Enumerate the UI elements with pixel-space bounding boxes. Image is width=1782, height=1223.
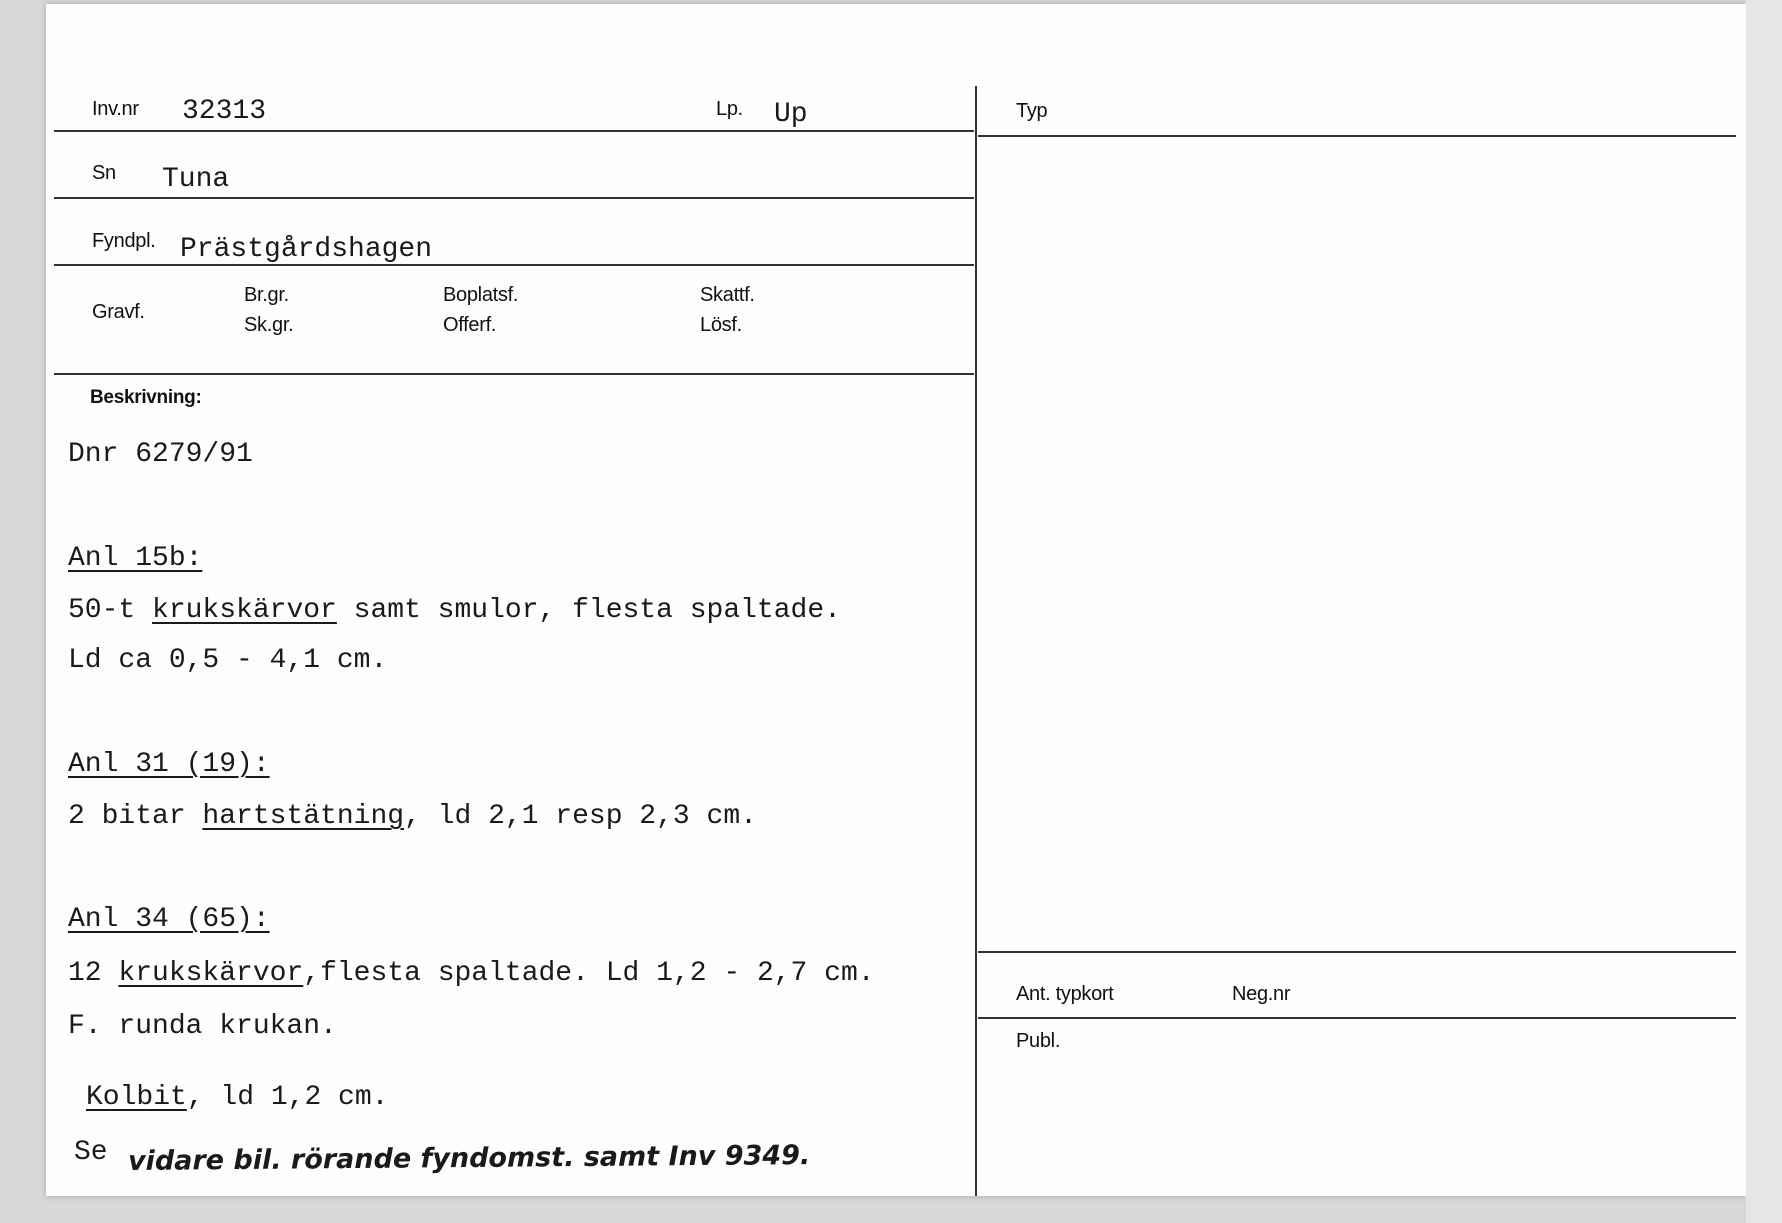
hartstatning-term: hartstätning: [202, 801, 405, 832]
publ-label: Publ.: [1016, 1030, 1061, 1052]
card-edge: [1746, 0, 1782, 1223]
rule-sn: [54, 197, 974, 199]
dnr-line: Dnr 6279/91: [68, 439, 253, 470]
fyndpl-label: Fyndpl.: [92, 230, 156, 252]
anl31-line-1: 2 bitar hartstätning, ld 2,1 resp 2,3 cm.: [68, 801, 757, 832]
rule-typ-bottom: [978, 951, 1736, 953]
anl15b-line-2: Ld ca 0,5 - 4,1 cm.: [68, 645, 388, 676]
lp-value: Up: [774, 99, 808, 130]
skattf-label: Skattf.: [700, 284, 755, 306]
lp-label: Lp.: [716, 98, 743, 120]
sn-value: Tuna: [162, 164, 230, 195]
offerf-label: Offerf.: [443, 314, 497, 336]
rule-header: [54, 130, 974, 132]
brgr-label: Br.gr.: [244, 284, 289, 306]
anl34-line-1: 12 krukskärvor,flesta spaltade. Ld 1,2 - 2,7 cm.: [68, 958, 875, 989]
rule-header-right: [978, 135, 1736, 137]
sn-label: Sn: [92, 162, 116, 184]
rule-footer: [978, 1017, 1736, 1019]
anl15b-heading: Anl 15b:: [68, 543, 203, 574]
anl34-line-2: F. runda krukan.: [68, 1011, 337, 1042]
anl15b-line-1: 50-t krukskärvor samt smulor, flesta spaltade.: [68, 595, 841, 626]
anl31-heading: Anl 31 (19):: [68, 749, 270, 780]
krukskarvor-term: krukskärvor: [118, 958, 304, 989]
krukskarvor-term: krukskärvor: [152, 595, 337, 626]
gravf-label: Gravf.: [92, 301, 145, 323]
boplatsf-label: Boplatsf.: [443, 284, 519, 306]
kolbit-term: Kolbit: [86, 1082, 187, 1113]
anl34-heading: Anl 34 (65):: [68, 904, 270, 935]
kolbit-line: Kolbit, ld 1,2 cm.: [86, 1082, 389, 1113]
handwritten-note: vidare bil. rörande fyndomst. samt Inv 9349.: [127, 1140, 811, 1177]
rule-categories: [54, 373, 974, 375]
rule-vertical-divider: [975, 86, 977, 1196]
fyndpl-value: Prästgårdshagen: [180, 234, 433, 265]
beskrivning-label: Beskrivning:: [90, 387, 202, 408]
skgr-label: Sk.gr.: [244, 314, 294, 336]
losf-label: Lösf.: [700, 314, 742, 336]
inv-nr-value: 32313: [182, 96, 267, 127]
neg-nr-label: Neg.nr: [1232, 983, 1291, 1005]
ant-typkort-label: Ant. typkort: [1016, 983, 1114, 1005]
inv-nr-label: Inv.nr: [92, 98, 139, 120]
se-typed: Se: [74, 1137, 108, 1168]
typ-label: Typ: [1016, 100, 1048, 122]
